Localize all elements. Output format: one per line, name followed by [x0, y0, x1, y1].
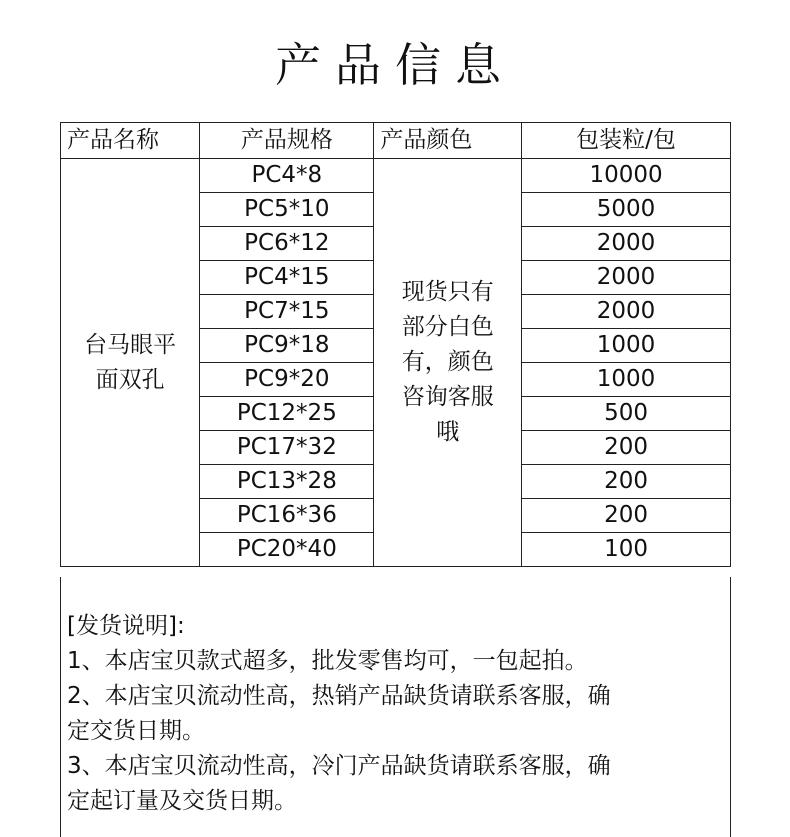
spec-cell: PC16*36 [200, 499, 374, 533]
notes-line: 定交货日期。 [67, 718, 205, 744]
spec-cell: PC9*18 [200, 329, 374, 363]
spec-cell: PC9*20 [200, 363, 374, 397]
header-color: 产品颜色 [374, 123, 522, 159]
spec-cell: PC5*10 [200, 193, 374, 227]
color-note-line: 现货只有 [401, 279, 494, 305]
shipping-notes [60, 577, 731, 837]
notes-line: 定起订量及交货日期。 [67, 788, 297, 814]
product-name-cell [61, 159, 200, 567]
pack-qty-cell: 5000 [522, 193, 731, 227]
spec-cell: PC7*15 [200, 295, 374, 329]
color-note-line: 哦 [436, 419, 460, 445]
pack-qty-cell: 200 [522, 499, 731, 533]
pack-qty-cell: 1000 [522, 329, 731, 363]
product-name-line: 台马眼平 [84, 331, 177, 358]
header-spec: 产品规格 [200, 123, 374, 159]
color-note-line: 有，颜色 [401, 349, 494, 375]
notes-line: 3、本店宝贝流动性高，冷门产品缺货请联系客服，确 [67, 753, 611, 779]
pack-qty-cell: 1000 [522, 363, 731, 397]
product-table [60, 122, 731, 567]
spec-cell: PC17*32 [200, 431, 374, 465]
pack-qty-cell: 200 [522, 465, 731, 499]
page-title: 产品信息 [275, 38, 515, 92]
pack-qty-cell: 100 [522, 533, 731, 567]
spec-cell: PC20*40 [200, 533, 374, 567]
spec-cell: PC12*25 [200, 397, 374, 431]
color-note-line: 咨询客服 [401, 384, 494, 410]
header-row [61, 123, 731, 159]
header-pack-qty: 包装粒/包 [522, 123, 731, 159]
pack-qty-cell: 2000 [522, 227, 731, 261]
color-cell [374, 159, 522, 567]
table-row [61, 159, 731, 193]
spec-cell: PC4*15 [200, 261, 374, 295]
pack-qty-cell: 2000 [522, 261, 731, 295]
notes-heading: [发货说明]: [67, 613, 185, 639]
pack-qty-cell: 200 [522, 431, 731, 465]
spec-cell: PC6*12 [200, 227, 374, 261]
color-note-line: 部分白色 [401, 314, 494, 340]
notes-line: 1、本店宝贝款式超多，批发零售均可，一包起拍。 [67, 648, 588, 674]
notes-line: 2、本店宝贝流动性高，热销产品缺货请联系客服，确 [67, 683, 611, 709]
spec-cell: PC13*28 [200, 465, 374, 499]
header-product-name: 产品名称 [61, 123, 200, 159]
pack-qty-cell: 500 [522, 397, 731, 431]
spec-cell: PC4*8 [200, 159, 374, 193]
pack-qty-cell: 2000 [522, 295, 731, 329]
product-name-line: 面双孔 [95, 366, 165, 393]
pack-qty-cell: 10000 [522, 159, 731, 193]
